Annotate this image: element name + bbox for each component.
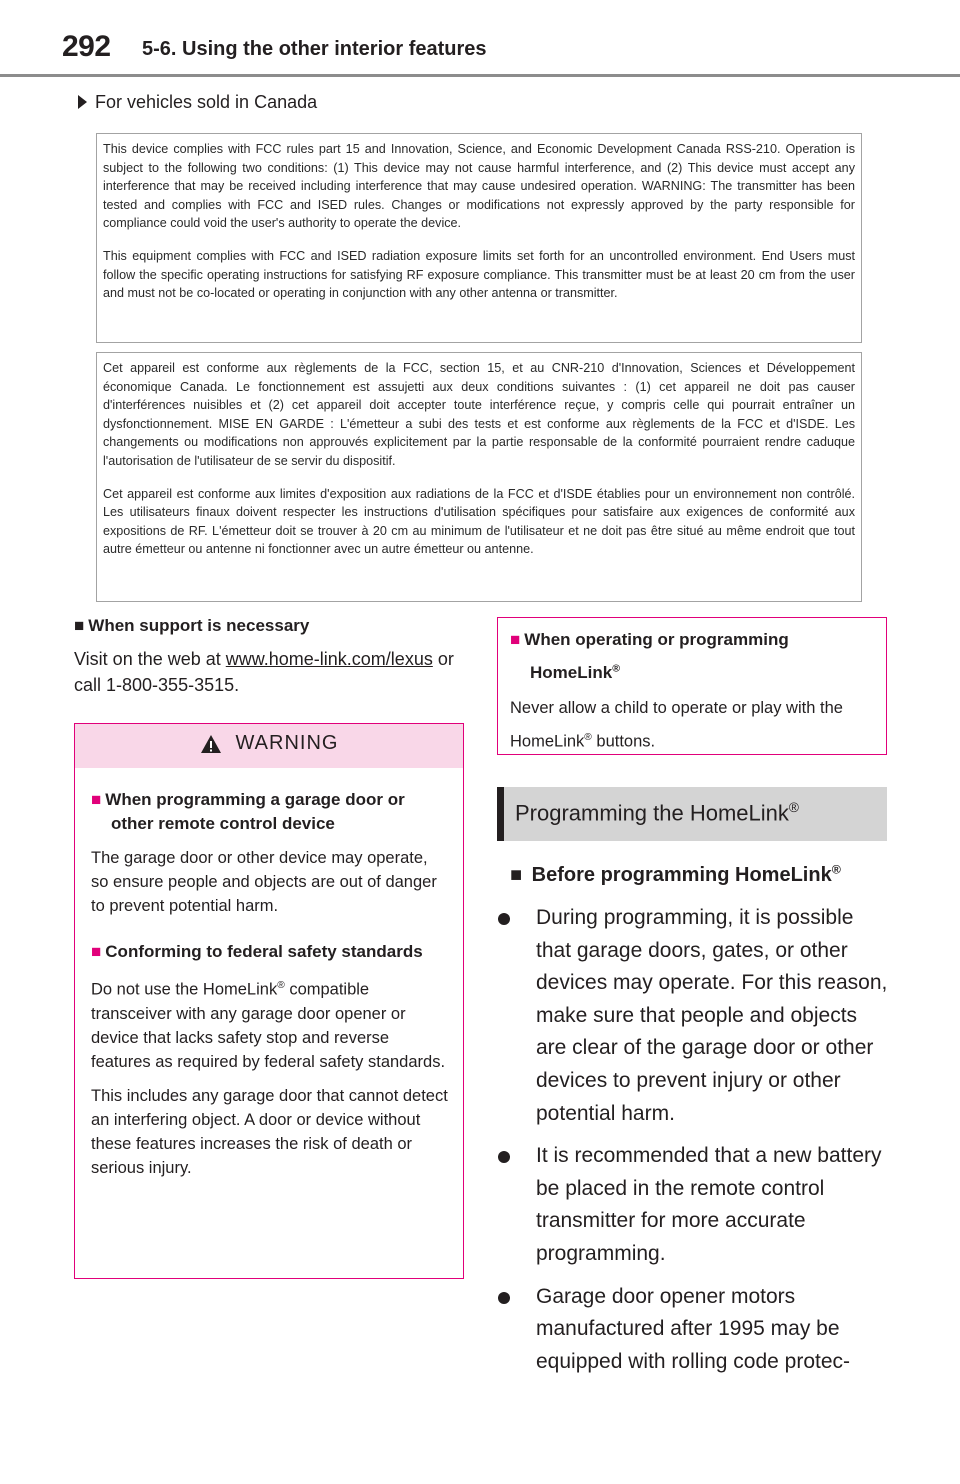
list-item [510,1281,888,1379]
square-bullet-icon: ■ [510,863,523,886]
homelink-website-link[interactable]: www.home-link.com/lexus [225,649,433,669]
round-bullet-icon [498,913,510,925]
homelink-notice-heading [510,626,874,687]
list-item-text: During programming, it is possible that garage doors, gates, or other devices may operate. For this reason, make sure that people and objects are clear of the garage door or other devices to prevent injury or other potential harm. [536,906,888,1125]
support-text-before: Visit on the web at [74,649,226,669]
list-item-text: Garage door opener motors manufactured after 1995 may be equipped with rolling code protec- [536,1284,851,1373]
support-text [74,646,466,698]
warning-item-heading [91,788,449,836]
warning-item-heading-text: Conforming to federal safety standards [105,942,423,961]
round-bullet-icon [498,1151,510,1163]
section-title: 5-6. Using the other interior features [142,38,487,60]
header-rule [0,74,960,77]
canada-heading [78,92,317,113]
square-bullet-icon: ■ [510,630,521,649]
homelink-notice-text: Never allow a child to operate or play with the HomeLink® buttons. [510,698,843,751]
triangle-right-icon [78,95,87,109]
square-bullet-icon: ■ [91,942,102,961]
warning-item-text: The garage door or other device may operate, so ensure people and objects are out of danger to prevent potential harm. [91,849,437,915]
support-section [74,614,466,698]
support-heading [74,614,466,638]
list-item [510,902,888,1130]
warning-item-heading [91,940,449,964]
support-heading-text: When support is necessary [88,616,310,635]
before-programming-heading [510,862,841,887]
homelink-notice-heading-text: When operating or programming HomeLink® [524,630,789,682]
homelink-notice-box [497,617,887,755]
english-notice-paragraph: This device complies with FCC rules part 15 and Innovation, Science, and Economic Development Canada RSS-210. Operation is subject to the following two conditions: (1) This device may not cause harmful interference, and (2) This device must accept any interference that may be received including interference that may cause undesired operation. WARNING: The transmitter has been tested and complies with FCC and ISED rules. Changes or modifications not expressly approved by the party responsible for compliance could void the user's authority to operate the device. [103,142,855,231]
french-notice-paragraph: Cet appareil est conforme aux règlements de la FCC, section 15, et au CNR-210 d'Innovation, Sciences et Développement économique Canada. Le fonctionnement est assujetti aux deux conditions suivantes : (1) cet appareil ne doit pas causer d'interférences nuisibles et (2) cet appareil doit accepter toute interférence reçue, y compris celle qui pourrait entraîner un dysfonctionnement. MISE EN GARDE : L'émetteur a subi des tests et est conforme aux règlements de la FCC et d'ISDE. Les changements ou modifications non approuvés explicitement par la partie responsable de la conformité pourraient rendre caduque l'autorisation de l'utilisateur de se servir du dispositif. [103,361,855,468]
round-bullet-icon [498,1292,510,1304]
banner-accent-bar [497,787,504,841]
french-notice-paragraph: Cet appareil est conforme aux limites d'exposition aux radiations de la FCC et d'ISDE établies pour un environnement non contrôlé. Les utilisateurs finaux doivent respecter les instructions d'utilisation spécifiques pour satisfaire aux exigences de conformité aux expositions de RF. L'émetteur doit se trouver à 20 cm au minimum de l'utilisateur et ne doit pas être situé au même endroit que tout autre émetteur ou antenne ni fonctionner avec un autre émetteur ou antenne. [103,486,855,557]
programming-bullet-list [510,902,888,1388]
warning-body [75,768,463,1180]
support-text-after: or call 1-800-355-3515. [74,649,454,695]
page-header [0,0,960,78]
english-notice-paragraph: This equipment complies with FCC and ISED radiation exposure limits set forth for an uncontrolled environment. End Users must follow the specific operating instructions for satisfying RF exposure compliance. This transmitter must be at least 20 cm from the user and must not be co-located or operating in conjunction with any other antenna or transmitter. [103,248,855,301]
warning-header [75,724,463,768]
page-number: 292 [62,30,111,63]
warning-triangle-icon [200,734,222,754]
warning-item-text: Do not use the HomeLink® compatible transceiver with any garage door opener or device that lacks safety stop and reverse features as required by federal safety standards. [91,980,446,1071]
warning-box [74,723,464,1279]
square-bullet-icon: ■ [74,616,85,635]
list-item [510,1140,888,1270]
square-bullet-icon: ■ [91,790,102,809]
programming-banner [497,787,887,841]
english-compliance-notice [96,133,862,343]
french-compliance-notice [96,352,862,602]
canada-heading-text: For vehicles sold in Canada [95,92,318,112]
warning-item-heading-text: When programming a garage door or other remote control device [105,790,405,833]
before-programming-heading-text: Before programming HomeLink® [531,862,841,886]
warning-item-text: This includes any garage door that cannot detect an interfering object. A door or device without these features increases the risk of death or serious injury. [91,1086,448,1177]
list-item-text: It is recommended that a new battery be placed in the remote control transmitter for more accurate programming. [536,1144,882,1265]
programming-banner-title: Programming the HomeLink® [515,800,799,826]
warning-label: WARNING [235,732,339,754]
